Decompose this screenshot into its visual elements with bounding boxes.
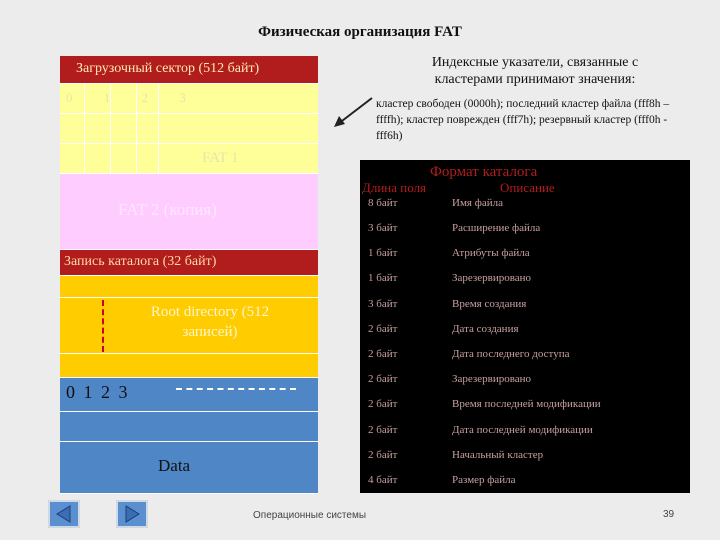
field-description: Время создания — [452, 298, 527, 310]
field-description: Зарезервировано — [452, 272, 532, 284]
dashed-separator — [102, 300, 104, 352]
column-header-description: Описание — [500, 180, 555, 195]
field-description: Расширение файла — [452, 222, 541, 234]
field-size: 1 байт — [368, 247, 398, 259]
directory-format-table — [360, 160, 690, 493]
index-pointers-description: кластер свободен (0000h); последний кластер файла (fff8h – ffffh); кластер поврежден (fff7h); резервный кластер (fff0h - fff6h) — [376, 98, 670, 142]
footer-text: Операционные системы — [253, 510, 367, 521]
fat1-row — [60, 144, 318, 174]
field-size: 3 байт — [368, 222, 398, 234]
data-label: Data — [158, 456, 191, 475]
root-dir-row — [60, 276, 318, 298]
field-size: 2 байт — [368, 398, 398, 410]
field-size: 3 байт — [368, 298, 398, 310]
field-size: 2 байт — [368, 348, 398, 360]
next-slide-button[interactable] — [116, 500, 148, 528]
fat1-label: FAT 1 — [202, 150, 239, 166]
fat2-block — [60, 174, 318, 250]
fat2-label: FAT 2 (копия) — [118, 200, 217, 219]
field-description: Размер файла — [452, 474, 516, 486]
field-description: Атрибуты файла — [452, 247, 530, 259]
data-cluster-numbers: 0 1 2 3 — [66, 382, 128, 402]
table-row — [360, 222, 690, 242]
fat1-row — [60, 84, 318, 114]
field-size: 2 байт — [368, 373, 398, 385]
data-block — [60, 442, 318, 494]
boot-sector-block — [60, 56, 318, 84]
prev-slide-button[interactable] — [48, 500, 80, 528]
table-row — [360, 323, 690, 343]
table-row — [360, 424, 690, 444]
data-row — [60, 412, 318, 442]
field-description: Дата последней модификации — [452, 424, 593, 436]
table-row — [360, 449, 690, 469]
field-size: 1 байт — [368, 272, 398, 284]
field-description: Зарезервировано — [452, 373, 532, 385]
table-row — [360, 348, 690, 368]
slide-title: Физическая организация FAT — [258, 24, 462, 40]
dir-entry-label: Запись каталога (32 байт) — [64, 254, 217, 269]
table-row — [360, 247, 690, 267]
field-size: 2 байт — [368, 323, 398, 335]
dir-entry-block — [60, 250, 318, 276]
field-size: 2 байт — [368, 424, 398, 436]
field-description: Имя файла — [452, 197, 503, 209]
root-dir-row — [60, 354, 318, 378]
table-row — [360, 298, 690, 318]
triangle-left-icon — [50, 502, 78, 526]
fat-cluster-numbers: 0 1 2 3 — [66, 90, 200, 105]
field-description: Начальный кластер — [452, 449, 544, 461]
root-dir-block — [60, 298, 318, 354]
root-directory-label: Root directory (512 записей) — [150, 304, 270, 340]
fat-layout-diagram — [60, 56, 318, 494]
index-pointers-title: Индексные указатели, связанные с кластерами принимают значения: — [431, 55, 639, 87]
table-row — [360, 272, 690, 292]
table-row — [360, 398, 690, 418]
field-description: Время последней модификации — [452, 398, 601, 410]
boot-sector-label: Загрузочный сектор (512 байт) — [76, 61, 260, 76]
dashed-separator — [176, 388, 296, 390]
triangle-right-icon — [118, 502, 146, 526]
fat1-row — [60, 114, 318, 144]
field-description: Дата последнего доступа — [452, 348, 570, 360]
page-number: 39 — [663, 509, 675, 520]
arrow-icon — [330, 94, 376, 130]
table-row — [360, 373, 690, 393]
data-row — [60, 378, 318, 412]
column-header-length: Длина поля — [362, 180, 427, 195]
field-size: 4 байт — [368, 474, 398, 486]
table-title: Формат каталога — [430, 164, 538, 180]
field-size: 8 байт — [368, 197, 398, 209]
field-size: 2 байт — [368, 449, 398, 461]
table-row — [360, 474, 690, 494]
field-description: Дата создания — [452, 323, 519, 335]
table-row — [360, 197, 690, 217]
